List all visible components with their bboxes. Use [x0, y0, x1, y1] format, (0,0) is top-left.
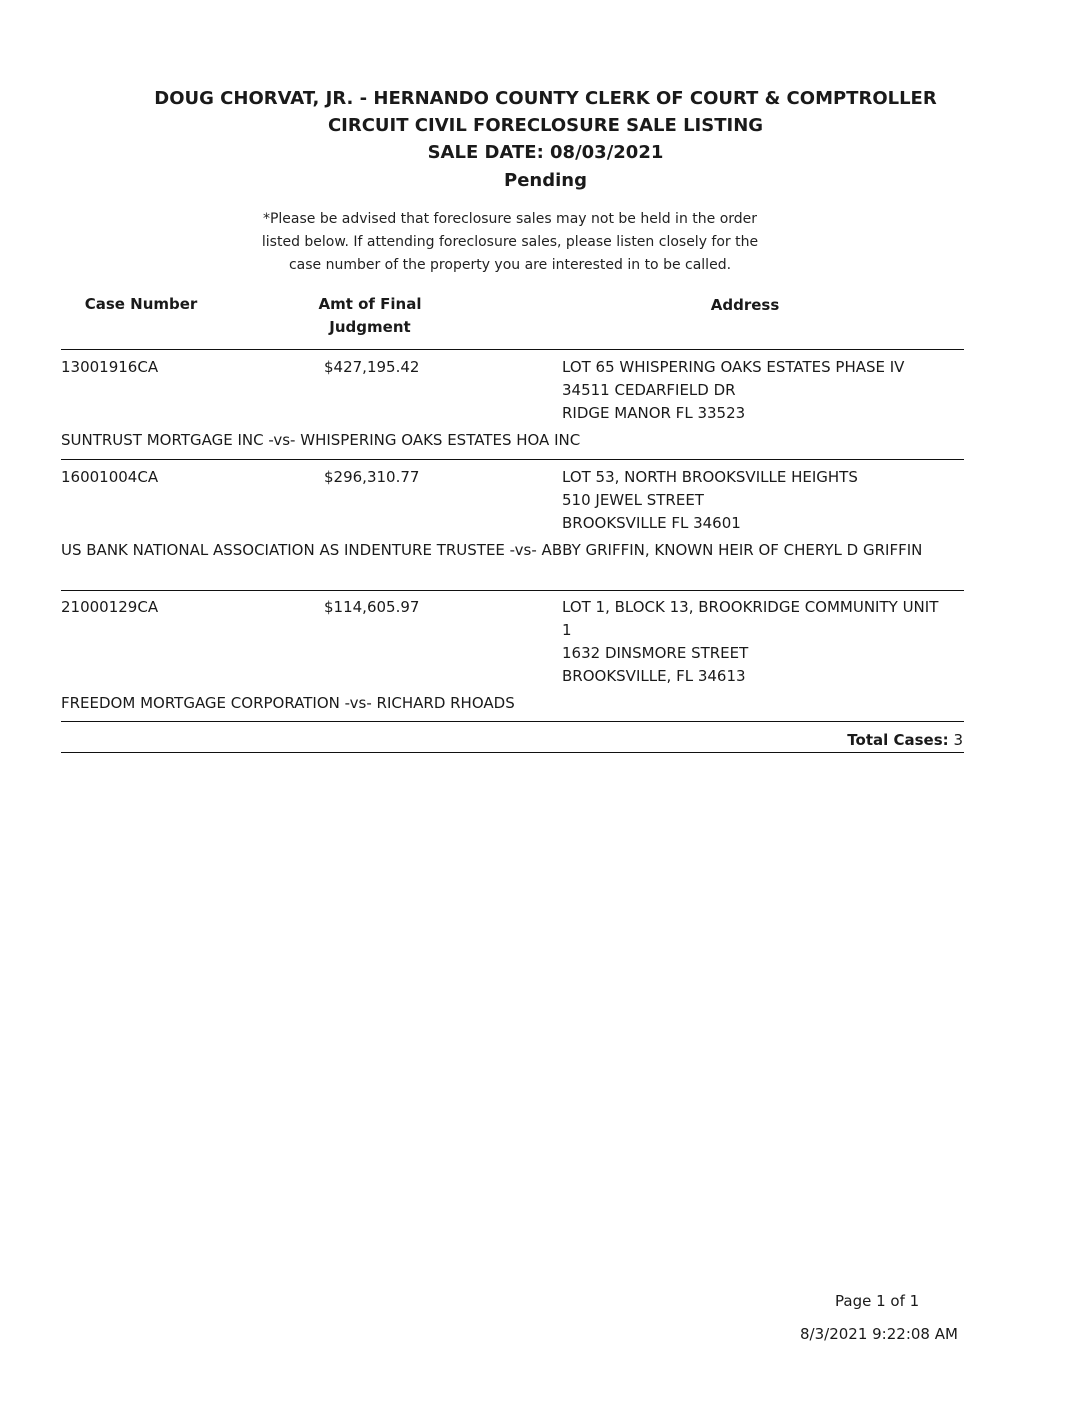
column-header-amount-line2: Judgment	[329, 318, 411, 336]
case-number: 16001004CA	[61, 468, 159, 486]
total-rule	[61, 752, 964, 753]
notice-line: listed below. If attending foreclosure sales, please listen closely for the	[261, 234, 759, 250]
column-header-address: Address	[710, 296, 780, 314]
property-address	[562, 466, 858, 535]
property-address	[562, 596, 938, 688]
address-line: 510 JEWEL STREET	[562, 491, 704, 509]
row-rule	[61, 590, 964, 591]
column-header-case-number: Case Number	[84, 295, 198, 313]
sale-date: SALE DATE: 08/03/2021	[427, 142, 664, 163]
sale-notice	[0, 208, 1020, 277]
property-address	[562, 356, 904, 425]
row-rule	[61, 721, 964, 722]
address-line: LOT 65 WHISPERING OAKS ESTATES PHASE IV	[562, 358, 905, 376]
print-timestamp: 8/3/2021 9:22:08 AM	[800, 1325, 958, 1343]
case-number: 13001916CA	[61, 358, 159, 376]
judgment-amount: $427,195.42	[324, 358, 420, 376]
clerk-title: DOUG CHORVAT, JR. - HERNANDO COUNTY CLERK OF COURT & COMPTROLLER	[154, 88, 937, 109]
address-line: 1	[562, 621, 572, 639]
address-line: 34511 CEDARFIELD DR	[562, 381, 736, 399]
address-line: 1632 DINSMORE STREET	[562, 644, 749, 662]
row-rule	[61, 459, 964, 460]
total-cases-value: 3	[953, 731, 963, 749]
address-line: BROOKSVILLE FL 34601	[562, 514, 741, 532]
total-cases	[847, 729, 963, 752]
case-parties: FREEDOM MORTGAGE CORPORATION -vs- RICHARD RHOADS	[61, 694, 515, 712]
judgment-amount: $114,605.97	[324, 598, 420, 616]
case-parties: US BANK NATIONAL ASSOCIATION AS INDENTURE TRUSTEE -vs- ABBY GRIFFIN, KNOWN HEIR OF CHERYL D GRIFFIN	[61, 541, 923, 559]
address-line: LOT 53, NORTH BROOKSVILLE HEIGHTS	[562, 468, 858, 486]
address-line: RIDGE MANOR FL 33523	[562, 404, 746, 422]
address-line: BROOKSVILLE, FL 34613	[562, 667, 746, 685]
case-parties: SUNTRUST MORTGAGE INC -vs- WHISPERING OAKS ESTATES HOA INC	[61, 431, 581, 449]
header-rule	[61, 349, 964, 350]
notice-line: *Please be advised that foreclosure sales may not be held in the order	[262, 211, 758, 227]
column-header-amount-line1: Amt of Final	[318, 295, 422, 313]
judgment-amount: $296,310.77	[324, 468, 420, 486]
total-cases-label: Total Cases:	[847, 731, 949, 749]
address-line: LOT 1, BLOCK 13, BROOKRIDGE COMMUNITY UNIT	[562, 598, 939, 616]
listing-title: CIRCUIT CIVIL FORECLOSURE SALE LISTING	[327, 115, 764, 136]
notice-line: case number of the property you are interested in to be called.	[288, 257, 732, 273]
status-label: Pending	[504, 170, 587, 191]
case-number: 21000129CA	[61, 598, 159, 616]
page-number: Page 1 of 1	[835, 1292, 920, 1310]
column-header-amount	[290, 293, 450, 339]
